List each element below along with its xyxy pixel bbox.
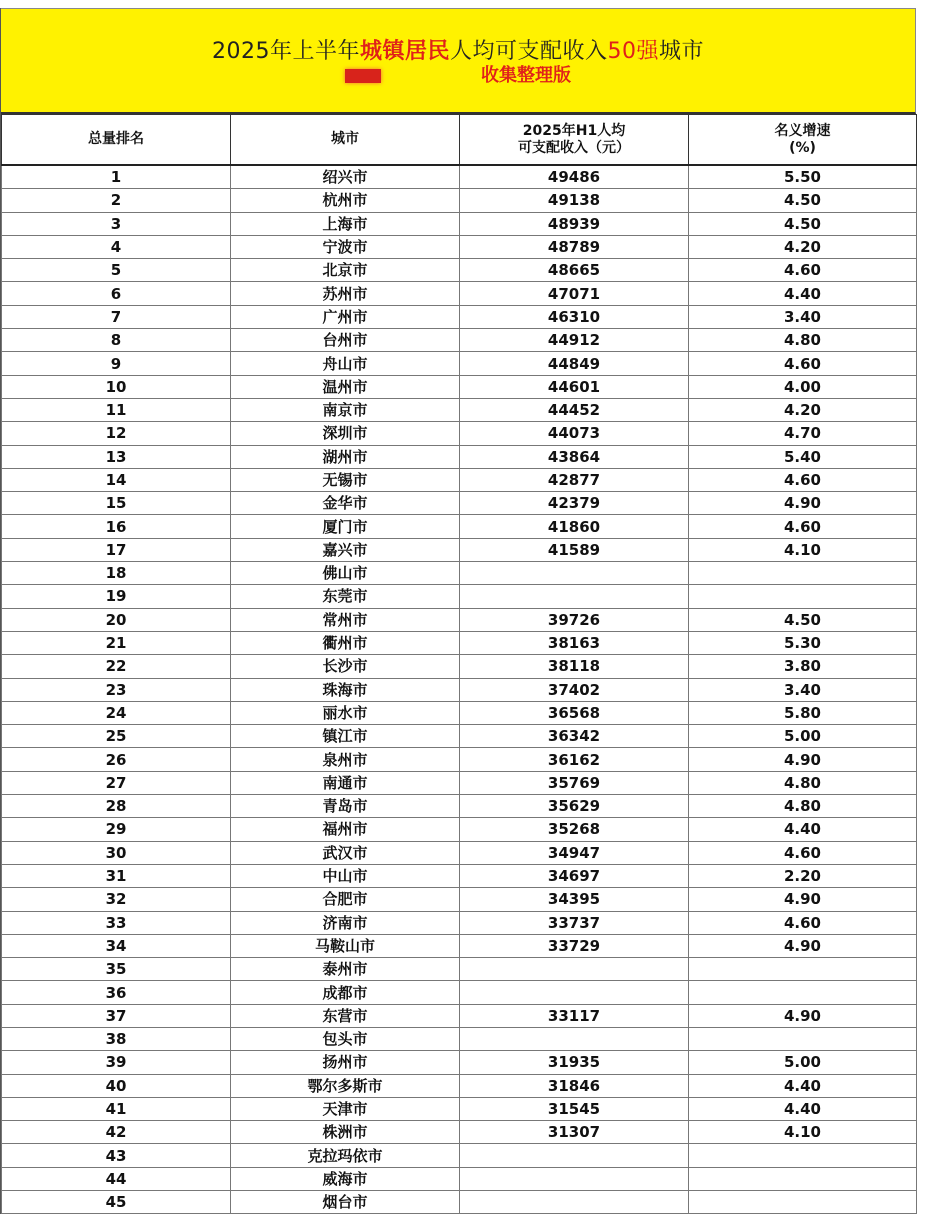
- table-row: [2, 888, 917, 911]
- table-row: [2, 981, 917, 1004]
- table-row: [2, 165, 917, 189]
- cell-rank[interactable]: 35: [2, 958, 231, 981]
- cell-income[interactable]: 42379: [460, 492, 689, 515]
- cell-income[interactable]: 48665: [460, 259, 689, 282]
- table-row: [2, 398, 917, 421]
- cell-growth[interactable]: 5.50: [689, 165, 917, 189]
- cell-city[interactable]: 衢州市: [231, 631, 460, 654]
- cell-income[interactable]: 33117: [460, 1004, 689, 1027]
- cell-city[interactable]: 广州市: [231, 305, 460, 328]
- title-banner: [1, 8, 916, 114]
- cell-city[interactable]: 济南市: [231, 911, 460, 934]
- cell-rank[interactable]: 26: [2, 748, 231, 771]
- cell-income[interactable]: 44912: [460, 329, 689, 352]
- table-row: [2, 1027, 917, 1050]
- cell-growth[interactable]: [689, 958, 917, 981]
- cell-rank[interactable]: 5: [2, 259, 231, 282]
- cell-income[interactable]: 34947: [460, 841, 689, 864]
- title-part2: 人均可支配收入: [449, 39, 608, 64]
- cell-rank[interactable]: 22: [2, 655, 231, 678]
- cell-income[interactable]: 33737: [460, 911, 689, 934]
- cell-city[interactable]: 青岛市: [231, 795, 460, 818]
- cell-rank[interactable]: 2: [2, 189, 231, 212]
- cell-rank[interactable]: 28: [2, 795, 231, 818]
- title-part1: 2025年上半年: [211, 39, 360, 64]
- table-row: [2, 934, 917, 957]
- cell-rank[interactable]: 4: [2, 235, 231, 258]
- cell-city[interactable]: 株洲市: [231, 1121, 460, 1144]
- cell-city[interactable]: 深圳市: [231, 422, 460, 445]
- cell-income[interactable]: 31545: [460, 1097, 689, 1120]
- cell-rank[interactable]: 42: [2, 1121, 231, 1144]
- table-row: [2, 189, 917, 212]
- cell-income[interactable]: 44073: [460, 422, 689, 445]
- cell-rank[interactable]: 9: [2, 352, 231, 375]
- cell-growth[interactable]: 4.10: [689, 538, 917, 561]
- header-row: [2, 115, 917, 166]
- table-row: [2, 422, 917, 445]
- cell-rank[interactable]: 32: [2, 888, 231, 911]
- cell-rank[interactable]: 31: [2, 864, 231, 887]
- cell-rank[interactable]: 39: [2, 1051, 231, 1074]
- cell-growth[interactable]: [689, 562, 917, 585]
- cell-growth[interactable]: 4.90: [689, 1004, 917, 1027]
- table-body: [2, 165, 917, 1214]
- cell-city[interactable]: 中山市: [231, 864, 460, 887]
- cell-city[interactable]: 绍兴市: [231, 165, 460, 189]
- cell-city[interactable]: 苏州市: [231, 282, 460, 305]
- cell-rank[interactable]: 19: [2, 585, 231, 608]
- cell-rank[interactable]: 23: [2, 678, 231, 701]
- table-row: [2, 608, 917, 631]
- table-row: [2, 259, 917, 282]
- cell-city[interactable]: 扬州市: [231, 1051, 460, 1074]
- cell-city[interactable]: 克拉玛依市: [231, 1144, 460, 1167]
- table-row: [2, 1074, 917, 1097]
- cell-income[interactable]: 34395: [460, 888, 689, 911]
- table-row: [2, 468, 917, 491]
- cell-growth[interactable]: 4.50: [689, 189, 917, 212]
- cell-rank[interactable]: 10: [2, 375, 231, 398]
- cell-rank[interactable]: 36: [2, 981, 231, 1004]
- cell-growth[interactable]: 4.40: [689, 818, 917, 841]
- cell-income[interactable]: 48789: [460, 235, 689, 258]
- cell-rank[interactable]: 24: [2, 701, 231, 724]
- cell-rank[interactable]: 3: [2, 212, 231, 235]
- cell-rank[interactable]: 7: [2, 305, 231, 328]
- header-income: [460, 115, 689, 166]
- cell-income[interactable]: 38118: [460, 655, 689, 678]
- cell-growth[interactable]: 4.60: [689, 259, 917, 282]
- cell-growth[interactable]: 4.60: [689, 911, 917, 934]
- cell-income[interactable]: 49486: [460, 165, 689, 189]
- cell-city[interactable]: 舟山市: [231, 352, 460, 375]
- cell-income[interactable]: 36342: [460, 725, 689, 748]
- cell-city[interactable]: 佛山市: [231, 562, 460, 585]
- cell-city[interactable]: 威海市: [231, 1167, 460, 1190]
- cell-rank[interactable]: 8: [2, 329, 231, 352]
- cell-city[interactable]: 上海市: [231, 212, 460, 235]
- table-row: [2, 515, 917, 538]
- cell-city[interactable]: 台州市: [231, 329, 460, 352]
- table-row: [2, 282, 917, 305]
- cell-city[interactable]: 宁波市: [231, 235, 460, 258]
- cell-rank[interactable]: 13: [2, 445, 231, 468]
- cell-rank[interactable]: 43: [2, 1144, 231, 1167]
- table-row: [2, 818, 917, 841]
- table-row: [2, 655, 917, 678]
- cell-income[interactable]: 42877: [460, 468, 689, 491]
- cell-income[interactable]: 35629: [460, 795, 689, 818]
- cell-growth[interactable]: 3.80: [689, 655, 917, 678]
- cell-growth[interactable]: 4.80: [689, 771, 917, 794]
- cell-income[interactable]: 38163: [460, 631, 689, 654]
- cell-city[interactable]: 南京市: [231, 398, 460, 421]
- table-row: [2, 352, 917, 375]
- cell-growth[interactable]: [689, 585, 917, 608]
- table-row: [2, 445, 917, 468]
- cell-income[interactable]: 34697: [460, 864, 689, 887]
- cell-growth[interactable]: 2.20: [689, 864, 917, 887]
- cell-city[interactable]: 包头市: [231, 1027, 460, 1050]
- cell-income[interactable]: [460, 562, 689, 585]
- cell-growth[interactable]: 4.80: [689, 795, 917, 818]
- cell-rank[interactable]: 37: [2, 1004, 231, 1027]
- table-row: [2, 1004, 917, 1027]
- cell-income[interactable]: 44601: [460, 375, 689, 398]
- cell-growth[interactable]: 4.90: [689, 888, 917, 911]
- header-growth: [689, 115, 917, 166]
- table-row: [2, 562, 917, 585]
- cell-income[interactable]: 46310: [460, 305, 689, 328]
- cell-rank[interactable]: 27: [2, 771, 231, 794]
- cell-growth[interactable]: 4.60: [689, 352, 917, 375]
- cell-growth[interactable]: 4.50: [689, 212, 917, 235]
- cell-income[interactable]: 44452: [460, 398, 689, 421]
- cell-income[interactable]: 31846: [460, 1074, 689, 1097]
- table-row: [2, 678, 917, 701]
- cell-city[interactable]: 嘉兴市: [231, 538, 460, 561]
- cell-city[interactable]: 武汉市: [231, 841, 460, 864]
- header-income-line1: 2025年H1人均: [522, 122, 626, 139]
- cell-city[interactable]: 马鞍山市: [231, 934, 460, 957]
- header-city: 城市: [231, 115, 460, 166]
- cell-city[interactable]: 湖州市: [231, 445, 460, 468]
- cell-city[interactable]: 天津市: [231, 1097, 460, 1120]
- header-growth-line2: (%): [789, 139, 816, 156]
- cell-rank[interactable]: 38: [2, 1027, 231, 1050]
- cell-city[interactable]: 东莞市: [231, 585, 460, 608]
- table-row: [2, 795, 917, 818]
- cell-income[interactable]: 37402: [460, 678, 689, 701]
- cell-income[interactable]: 35769: [460, 771, 689, 794]
- cell-city[interactable]: 成都市: [231, 981, 460, 1004]
- cell-growth[interactable]: [689, 1027, 917, 1050]
- cell-city[interactable]: 厦门市: [231, 515, 460, 538]
- cell-city[interactable]: 杭州市: [231, 189, 460, 212]
- cell-income[interactable]: 48939: [460, 212, 689, 235]
- table-row: [2, 631, 917, 654]
- cell-growth[interactable]: [689, 1167, 917, 1190]
- cell-growth[interactable]: [689, 981, 917, 1004]
- table-row: [2, 748, 917, 771]
- table-row: [2, 375, 917, 398]
- cell-income[interactable]: 47071: [460, 282, 689, 305]
- cell-growth[interactable]: 4.90: [689, 934, 917, 957]
- cell-rank[interactable]: 33: [2, 911, 231, 934]
- table-row: [2, 235, 917, 258]
- cell-rank[interactable]: 25: [2, 725, 231, 748]
- table-row: [2, 1167, 917, 1190]
- cell-income[interactable]: 43864: [460, 445, 689, 468]
- spreadsheet: [0, 8, 916, 1214]
- cell-city[interactable]: 丽水市: [231, 701, 460, 724]
- cell-rank[interactable]: 29: [2, 818, 231, 841]
- table-row: [2, 841, 917, 864]
- cell-income[interactable]: [460, 1027, 689, 1050]
- cell-income[interactable]: [460, 1144, 689, 1167]
- cell-city[interactable]: 鄂尔多斯市: [231, 1074, 460, 1097]
- table-row: [2, 585, 917, 608]
- cell-growth[interactable]: 4.50: [689, 608, 917, 631]
- cell-growth[interactable]: 5.00: [689, 725, 917, 748]
- redaction-mark: [345, 69, 381, 83]
- table-row: [2, 864, 917, 887]
- cell-rank[interactable]: 15: [2, 492, 231, 515]
- cell-growth[interactable]: 4.40: [689, 1074, 917, 1097]
- cell-city[interactable]: 长沙市: [231, 655, 460, 678]
- table-row: [2, 725, 917, 748]
- cell-city[interactable]: 常州市: [231, 608, 460, 631]
- cell-rank[interactable]: 17: [2, 538, 231, 561]
- table-row: [2, 212, 917, 235]
- table-row: [2, 1097, 917, 1120]
- cell-income[interactable]: 39726: [460, 608, 689, 631]
- cell-income[interactable]: 31307: [460, 1121, 689, 1144]
- cell-city[interactable]: 烟台市: [231, 1191, 460, 1214]
- subtitle: 收集整理版: [481, 65, 571, 86]
- cell-city[interactable]: 珠海市: [231, 678, 460, 701]
- cell-income[interactable]: 33729: [460, 934, 689, 957]
- cell-income[interactable]: 41589: [460, 538, 689, 561]
- cell-growth[interactable]: 5.80: [689, 701, 917, 724]
- cell-income[interactable]: 44849: [460, 352, 689, 375]
- cell-growth[interactable]: 5.00: [689, 1051, 917, 1074]
- cell-growth[interactable]: 4.40: [689, 282, 917, 305]
- table-row: [2, 701, 917, 724]
- table-row: [2, 771, 917, 794]
- table-row: [2, 538, 917, 561]
- income-table: [1, 114, 917, 1214]
- cell-growth[interactable]: 4.80: [689, 329, 917, 352]
- cell-income[interactable]: [460, 958, 689, 981]
- cell-rank[interactable]: 1: [2, 165, 231, 189]
- cell-rank[interactable]: 20: [2, 608, 231, 631]
- cell-growth[interactable]: [689, 1191, 917, 1214]
- cell-growth[interactable]: 4.90: [689, 492, 917, 515]
- cell-rank[interactable]: 6: [2, 282, 231, 305]
- cell-income[interactable]: [460, 1167, 689, 1190]
- cell-growth[interactable]: 4.00: [689, 375, 917, 398]
- cell-rank[interactable]: 45: [2, 1191, 231, 1214]
- table-row: [2, 329, 917, 352]
- header-rank: 总量排名: [2, 115, 231, 166]
- cell-rank[interactable]: 14: [2, 468, 231, 491]
- cell-city[interactable]: 金华市: [231, 492, 460, 515]
- cell-income[interactable]: [460, 585, 689, 608]
- cell-growth[interactable]: 3.40: [689, 678, 917, 701]
- table-row: [2, 1121, 917, 1144]
- table-row: [2, 911, 917, 934]
- cell-city[interactable]: 泉州市: [231, 748, 460, 771]
- table-row: [2, 958, 917, 981]
- cell-rank[interactable]: 16: [2, 515, 231, 538]
- cell-city[interactable]: 福州市: [231, 818, 460, 841]
- cell-growth[interactable]: 4.60: [689, 468, 917, 491]
- title-highlight2: 50强: [607, 39, 659, 64]
- cell-rank[interactable]: 18: [2, 562, 231, 585]
- cell-growth[interactable]: 3.40: [689, 305, 917, 328]
- cell-rank[interactable]: 34: [2, 934, 231, 957]
- cell-growth[interactable]: 4.70: [689, 422, 917, 445]
- cell-income[interactable]: [460, 1191, 689, 1214]
- title-part3: 城市: [659, 39, 705, 64]
- cell-rank[interactable]: 30: [2, 841, 231, 864]
- cell-rank[interactable]: 44: [2, 1167, 231, 1190]
- cell-city[interactable]: 无锡市: [231, 468, 460, 491]
- cell-growth[interactable]: 4.20: [689, 235, 917, 258]
- cell-city[interactable]: 南通市: [231, 771, 460, 794]
- cell-rank[interactable]: 21: [2, 631, 231, 654]
- cell-income[interactable]: 36568: [460, 701, 689, 724]
- cell-city[interactable]: 泰州市: [231, 958, 460, 981]
- cell-growth[interactable]: [689, 1144, 917, 1167]
- cell-income[interactable]: 35268: [460, 818, 689, 841]
- cell-city[interactable]: 北京市: [231, 259, 460, 282]
- cell-growth[interactable]: 4.90: [689, 748, 917, 771]
- subtitle-line: [1, 61, 915, 87]
- table-row: [2, 305, 917, 328]
- table-row: [2, 492, 917, 515]
- cell-income[interactable]: 41860: [460, 515, 689, 538]
- cell-income[interactable]: 49138: [460, 189, 689, 212]
- cell-growth[interactable]: 4.20: [689, 398, 917, 421]
- cell-income[interactable]: 36162: [460, 748, 689, 771]
- cell-city[interactable]: 温州市: [231, 375, 460, 398]
- cell-rank[interactable]: 40: [2, 1074, 231, 1097]
- cell-income[interactable]: 31935: [460, 1051, 689, 1074]
- cell-growth[interactable]: 4.40: [689, 1097, 917, 1120]
- cell-city[interactable]: 东营市: [231, 1004, 460, 1027]
- cell-rank[interactable]: 12: [2, 422, 231, 445]
- cell-rank[interactable]: 41: [2, 1097, 231, 1120]
- cell-city[interactable]: 镇江市: [231, 725, 460, 748]
- table-row: [2, 1191, 917, 1214]
- table-row: [2, 1144, 917, 1167]
- cell-rank[interactable]: 11: [2, 398, 231, 421]
- cell-growth[interactable]: 5.30: [689, 631, 917, 654]
- table-row: [2, 1051, 917, 1074]
- cell-growth[interactable]: 4.10: [689, 1121, 917, 1144]
- cell-growth[interactable]: 4.60: [689, 841, 917, 864]
- cell-growth[interactable]: 4.60: [689, 515, 917, 538]
- header-growth-line1: 名义增速: [774, 122, 831, 139]
- cell-growth[interactable]: 5.40: [689, 445, 917, 468]
- cell-income[interactable]: [460, 981, 689, 1004]
- cell-city[interactable]: 合肥市: [231, 888, 460, 911]
- header-income-line2: 可支配收入（元）: [518, 139, 630, 156]
- title-highlight: 城镇居民: [359, 39, 450, 64]
